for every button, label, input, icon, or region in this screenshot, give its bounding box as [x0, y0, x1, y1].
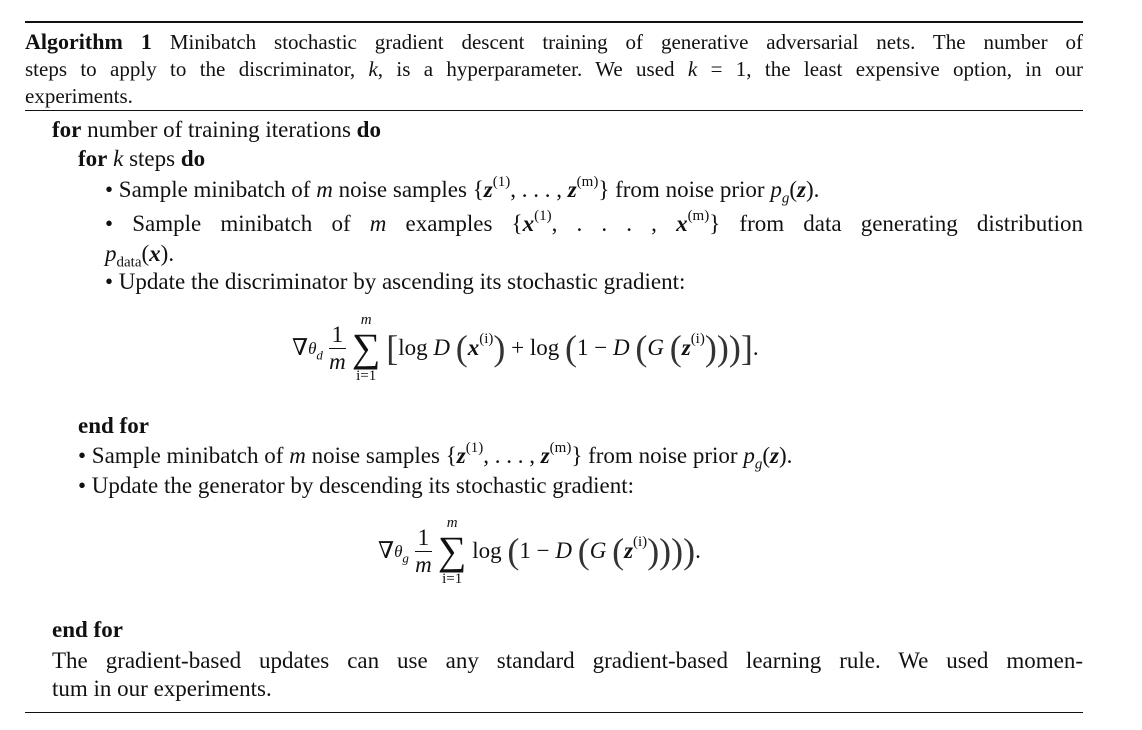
prior-sub: g: [754, 456, 763, 473]
superscript: (i): [633, 533, 648, 550]
one-minus: 1 −: [577, 335, 613, 360]
disc-bullet-2-cont: $p_{data}(x)$.: [105, 241, 175, 271]
caption-text-2b: , is a hyperparameter. We used: [377, 57, 688, 81]
prior-p: p: [770, 177, 782, 202]
z-vector: z: [540, 443, 550, 468]
inner-do-keyword: do: [180, 146, 206, 171]
bullet-text: noise samples {: [305, 443, 457, 468]
superscript: (1): [534, 208, 552, 225]
z-vector: z: [770, 443, 779, 468]
disc-bullet-2: [105, 210, 1083, 238]
bullet-text: • Update the generator by descending its stochastic gradient:: [78, 473, 635, 498]
z-vector: z: [681, 335, 691, 360]
bullet-text: noise samples {: [332, 177, 484, 202]
sum-upper: m: [446, 515, 458, 531]
D-function: D: [555, 538, 572, 563]
sum-lower: i=1: [442, 571, 463, 587]
caption-line-2: [25, 56, 1083, 83]
ellipsis: , . . . ,: [551, 211, 677, 236]
fraction: [415, 525, 433, 578]
superscript: (1): [465, 440, 484, 457]
z-vector: z: [456, 443, 466, 468]
gen-bullet-2: [78, 472, 634, 500]
z-vector: z: [567, 177, 577, 202]
inner-for-line: [78, 145, 205, 173]
superscript: (i): [479, 330, 494, 347]
ellipsis: , . . . ,: [510, 177, 568, 202]
fraction-numerator: 1: [415, 525, 433, 552]
end-for-outer: end for: [52, 617, 123, 642]
bullet-text: • Sample minibatch of: [78, 443, 290, 468]
superscript: (1): [492, 174, 511, 191]
period: .: [752, 335, 759, 360]
caption-line-3: experiments.: [25, 84, 133, 108]
superscript: (m): [687, 208, 710, 225]
fraction-denominator: m: [415, 551, 432, 577]
algorithm-label: Algorithm 1: [25, 29, 152, 54]
bullet-text: } from data generating distribution: [709, 211, 1083, 236]
inner-for-keyword: for: [78, 146, 108, 171]
prior-p: p: [743, 443, 755, 468]
G-function: G: [589, 538, 607, 563]
summation: m ∑ i=1: [351, 312, 381, 384]
ellipsis: , . . . ,: [483, 443, 541, 468]
disc-bullet-1: • Sample minibatch of m noise samples {$z^{(1)}$, . . . , $z^{(m)}$} from noise prior $p_g(z)$.: [105, 174, 820, 207]
z-vector: z: [797, 177, 806, 202]
caption-text-1: Minibatch stochastic gradient descent training of generative adversarial nets. The number of: [169, 30, 1083, 54]
generator-equation: $\nabla\theta_g$ $\frac{1}{m}$ m ∑ i=1 log (1 − D (G $(z^{(i)})$))).: [378, 515, 701, 587]
bullet-text: • Update the discriminator by ascending its stochastic gradient:: [105, 269, 686, 294]
caption-text-2c: = 1, the least expensive option, in our: [697, 57, 1083, 81]
for-keyword: for: [52, 117, 82, 142]
bullet-text: • Sample minibatch of: [105, 177, 317, 202]
period: .: [695, 538, 701, 563]
superscript: (m): [549, 440, 572, 457]
caption-text-2a: steps to apply to the discriminator,: [25, 57, 369, 81]
caption-k: k: [368, 57, 378, 81]
p-data: p: [105, 241, 117, 266]
top-rule: [25, 21, 1083, 23]
end-for-inner: end for: [78, 413, 149, 438]
theta-subscript: d: [316, 347, 323, 363]
fraction-numerator: 1: [329, 322, 347, 349]
x-vector: x: [676, 211, 688, 236]
nabla-symbol: ∇: [378, 538, 395, 563]
theta-subscript: g: [402, 550, 409, 566]
caption-k2: k: [687, 57, 698, 81]
fraction: [329, 322, 347, 375]
outer-for-line: [52, 116, 381, 144]
data-sub: data: [116, 254, 142, 271]
x-vector: x: [149, 241, 161, 266]
bottom-rule: [25, 712, 1083, 713]
x-vector: x: [467, 335, 480, 360]
superscript: (m): [576, 174, 599, 191]
log-term: log: [472, 538, 502, 563]
bullet-text: } from noise prior: [598, 177, 771, 202]
sum-lower: i=1: [356, 368, 377, 384]
m-var: m: [316, 177, 333, 202]
footer-line-1: The gradient-based updates can use any standard gradient-based learning rule. We used momen-: [52, 648, 1083, 673]
theta-symbol: θ: [394, 542, 403, 561]
disc-bullet-3: [105, 268, 685, 296]
bullet-text: • Sample minibatch of: [105, 211, 370, 236]
bullet-text: } from noise prior: [571, 443, 744, 468]
caption-rule: [25, 110, 1083, 111]
z-vector: z: [624, 538, 634, 563]
outer-loop-text: number of training iterations: [87, 117, 351, 142]
m-var: m: [369, 211, 387, 236]
D-function: D: [433, 335, 450, 360]
theta-symbol: θ: [308, 339, 317, 358]
algorithm-caption: [25, 28, 1083, 110]
log-term: log: [398, 335, 428, 360]
z-vector: z: [483, 177, 493, 202]
caption-line-1: [25, 28, 1083, 56]
do-keyword: do: [356, 117, 381, 142]
bullet-text: examples {: [386, 211, 523, 236]
prior-sub: g: [781, 190, 790, 207]
inner-k: k: [113, 146, 124, 171]
summation: m ∑ i=1: [437, 515, 467, 587]
x-vector: x: [522, 211, 535, 236]
m-var: m: [289, 443, 306, 468]
one-minus: 1 −: [519, 538, 556, 563]
superscript: (i): [690, 330, 705, 347]
sum-upper: m: [360, 312, 372, 328]
nabla-symbol: ∇: [292, 335, 309, 360]
fraction-denominator: m: [329, 348, 346, 374]
footer-line-2: tum in our experiments.: [52, 676, 272, 701]
discriminator-equation: $\nabla\theta_d$ $\frac{1}{m}$ m ∑ i=1 [log D $(x^{(i)}) + \log (1 - D$ (G $(z^{(i)})$))].: [292, 312, 759, 384]
plus-log: + log: [511, 335, 560, 360]
inner-steps-text: steps: [129, 146, 176, 171]
D-function: D: [612, 335, 630, 360]
G-function: G: [647, 335, 664, 360]
gen-bullet-1: • Sample minibatch of m noise samples {$z^{(1)}$, . . . , $z^{(m)}$} from noise prior $p_g(z)$.: [78, 440, 793, 473]
